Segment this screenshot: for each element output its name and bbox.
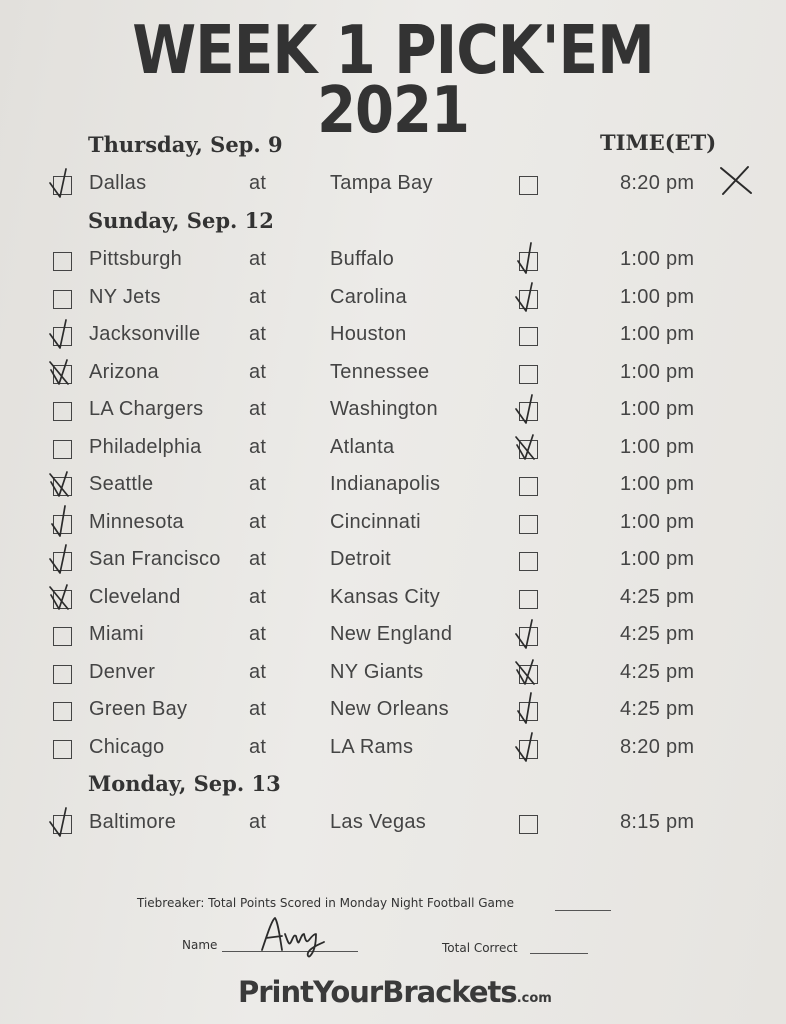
away-team: Chicago [89, 735, 165, 758]
at-label: at [249, 735, 267, 758]
game-time: 4:25 pm [620, 660, 695, 683]
game-row [0, 809, 786, 839]
at-label: at [249, 698, 267, 720]
game-time: 4:25 pm [620, 698, 695, 720]
home-pick-checkbox[interactable] [519, 665, 538, 684]
home-pick-checkbox[interactable] [519, 552, 538, 571]
home-team: Indianapolis [330, 473, 441, 495]
game-time: 1:00 pm [620, 323, 695, 345]
game-row [0, 359, 786, 389]
game-time: 1:00 pm [620, 248, 695, 270]
away-team: Denver [89, 660, 156, 683]
away-team: Dallas [89, 172, 147, 194]
home-pick-checkbox[interactable] [519, 252, 538, 271]
away-pick-checkbox[interactable] [53, 402, 72, 421]
away-pick-checkbox[interactable] [53, 176, 72, 195]
home-team: Houston [330, 323, 407, 345]
game-time: 1:00 pm [620, 473, 695, 495]
game-time: 1:00 pm [620, 435, 695, 458]
at-label: at [249, 623, 267, 645]
game-time: 1:00 pm [620, 548, 695, 570]
at-label: at [249, 585, 267, 608]
game-row [0, 734, 786, 764]
home-pick-checkbox[interactable] [519, 590, 538, 609]
at-label: at [249, 285, 267, 308]
at-label: at [249, 660, 267, 683]
total-correct-field[interactable] [530, 953, 588, 954]
brand-logo [238, 975, 552, 1009]
game-time: 1:00 pm [620, 285, 695, 308]
home-team: Atlanta [330, 435, 395, 458]
game-row [0, 284, 786, 314]
game-row [0, 509, 786, 539]
away-pick-checkbox[interactable] [53, 627, 72, 646]
game-row [0, 546, 786, 576]
away-pick-checkbox[interactable] [53, 327, 72, 346]
at-label: at [249, 811, 267, 833]
at-label: at [249, 398, 267, 420]
game-row [0, 246, 786, 276]
away-team: Jacksonville [89, 323, 201, 345]
away-pick-checkbox[interactable] [53, 665, 72, 684]
at-label: at [249, 510, 267, 533]
home-team: NY Giants [330, 660, 424, 683]
home-pick-checkbox[interactable] [519, 440, 538, 459]
thursday-x-mark [718, 164, 754, 196]
home-pick-checkbox[interactable] [519, 477, 538, 496]
away-pick-checkbox[interactable] [53, 365, 72, 384]
game-row [0, 659, 786, 689]
home-team: Buffalo [330, 248, 395, 270]
home-pick-checkbox[interactable] [519, 290, 538, 309]
game-row [0, 621, 786, 651]
home-pick-checkbox[interactable] [519, 327, 538, 346]
home-pick-checkbox[interactable] [519, 365, 538, 384]
home-team: Cincinnati [330, 510, 421, 533]
home-team: Las Vegas [330, 811, 427, 833]
away-team: Philadelphia [89, 435, 202, 458]
at-label: at [249, 435, 267, 458]
away-team: Seattle [89, 473, 154, 495]
away-team: Minnesota [89, 510, 184, 533]
home-pick-checkbox[interactable] [519, 515, 538, 534]
home-team: Kansas City [330, 585, 441, 608]
away-pick-checkbox[interactable] [53, 252, 72, 271]
game-time: 4:25 pm [620, 623, 695, 645]
at-label: at [249, 248, 267, 270]
away-team: Cleveland [89, 585, 181, 608]
home-team: New England [330, 623, 453, 645]
away-team: Pittsburgh [89, 248, 183, 270]
away-team: Green Bay [89, 698, 188, 720]
time-header: TIME(ET) [600, 130, 717, 155]
section-header: Thursday, Sep. 9 [88, 132, 283, 157]
home-pick-checkbox[interactable] [519, 627, 538, 646]
game-time: 1:00 pm [620, 510, 695, 533]
game-time: 8:15 pm [620, 811, 695, 833]
home-team: Tampa Bay [330, 172, 433, 194]
away-team: NY Jets [89, 285, 161, 308]
away-pick-checkbox[interactable] [53, 515, 72, 534]
game-row [0, 170, 786, 200]
home-pick-checkbox[interactable] [519, 815, 538, 834]
at-label: at [249, 323, 267, 345]
game-time: 4:25 pm [620, 585, 695, 608]
away-team: LA Chargers [89, 398, 204, 420]
tiebreaker-label: Tiebreaker: Total Points Scored in Monday Night Football Game [137, 896, 514, 910]
away-pick-checkbox[interactable] [53, 702, 72, 721]
name-signature [258, 912, 338, 958]
home-pick-checkbox[interactable] [519, 176, 538, 195]
total-correct-label: Total Correct [442, 941, 518, 955]
away-team: Baltimore [89, 811, 177, 833]
game-row [0, 584, 786, 614]
game-time: 1:00 pm [620, 360, 695, 383]
at-label: at [249, 172, 267, 194]
page-year: 2021 [317, 73, 469, 148]
name-label: Name [182, 938, 218, 952]
page-title: WEEK 1 PICK'EM [132, 10, 654, 90]
home-team: Carolina [330, 285, 407, 308]
away-pick-checkbox[interactable] [53, 552, 72, 571]
home-pick-checkbox[interactable] [519, 402, 538, 421]
away-team: Arizona [89, 360, 159, 383]
home-team: Detroit [330, 548, 392, 570]
brand-main: PrintYourBrackets [238, 975, 517, 1009]
away-pick-checkbox[interactable] [53, 477, 72, 496]
at-label: at [249, 548, 267, 570]
home-pick-checkbox[interactable] [519, 740, 538, 759]
section-header: Sunday, Sep. 12 [88, 208, 274, 233]
at-label: at [249, 360, 267, 383]
section-header: Monday, Sep. 13 [88, 771, 281, 796]
away-pick-checkbox[interactable] [53, 590, 72, 609]
home-pick-checkbox[interactable] [519, 702, 538, 721]
away-pick-checkbox[interactable] [53, 815, 72, 834]
game-row [0, 471, 786, 501]
game-time: 1:00 pm [620, 398, 695, 420]
tiebreaker-field[interactable] [555, 910, 611, 911]
game-time: 8:20 pm [620, 172, 695, 194]
brand-suffix: .com [516, 991, 552, 1006]
away-team: Miami [89, 623, 144, 645]
game-row [0, 696, 786, 726]
game-row [0, 396, 786, 426]
away-pick-checkbox[interactable] [53, 290, 72, 309]
away-team: San Francisco [89, 548, 221, 570]
home-team: LA Rams [330, 735, 414, 758]
at-label: at [249, 473, 267, 495]
away-pick-checkbox[interactable] [53, 440, 72, 459]
home-team: New Orleans [330, 698, 449, 720]
game-row [0, 321, 786, 351]
game-time: 8:20 pm [620, 735, 695, 758]
away-pick-checkbox[interactable] [53, 740, 72, 759]
home-team: Washington [330, 398, 438, 420]
game-row [0, 434, 786, 464]
home-team: Tennessee [330, 360, 430, 383]
